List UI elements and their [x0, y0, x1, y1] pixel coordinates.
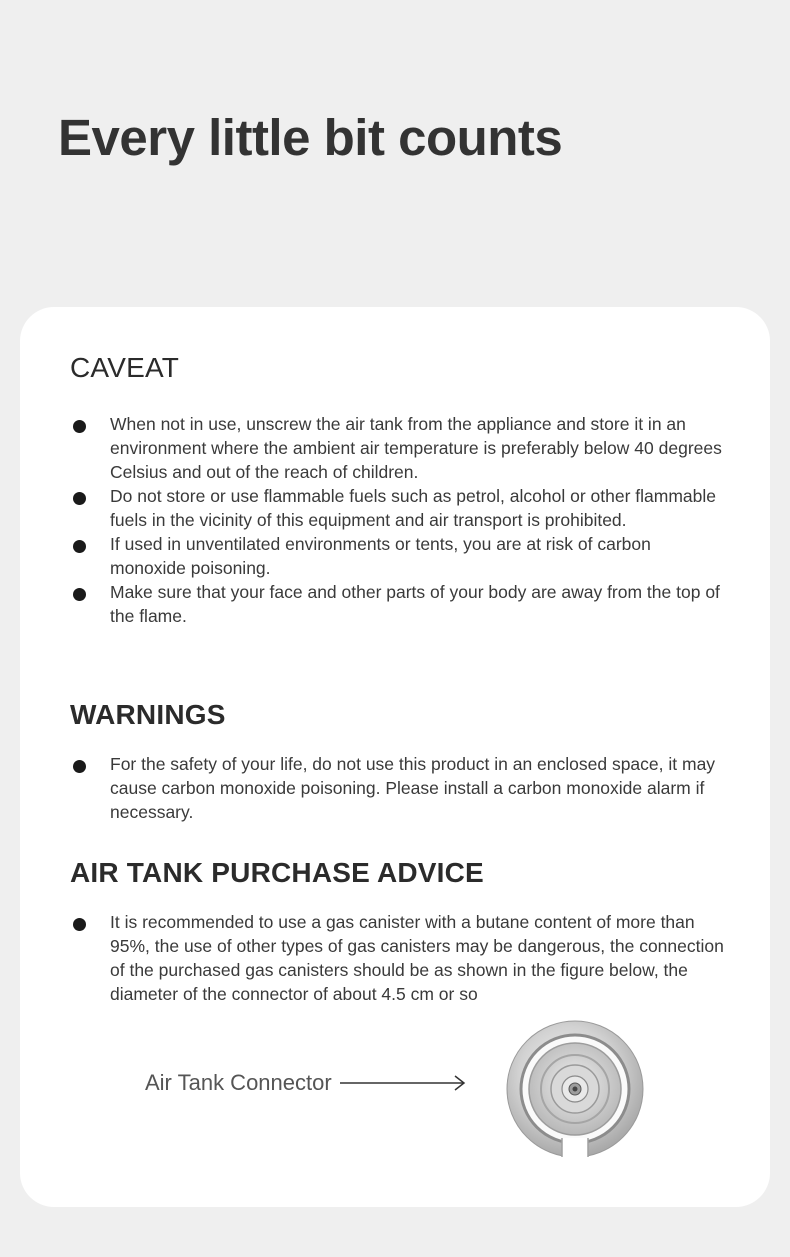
- caveat-list: [70, 412, 730, 628]
- list-item: [70, 580, 730, 628]
- caveat-item-text: When not in use, unscrew the air tank from the appliance and store it in an environment where the ambient air temperature is preferably below 40 degrees Celsius and out of the reach of children.: [110, 414, 722, 482]
- warnings-item-text: For the safety of your life, do not use this product in an enclosed space, it may cause carbon monoxide poisoning. Please install a carbon monoxide alarm if necessary.: [110, 754, 716, 822]
- list-item: [70, 910, 730, 1006]
- warnings-list: [70, 752, 730, 824]
- connector-label: Air Tank Connector: [145, 1070, 332, 1095]
- caveat-heading: CAVEAT: [70, 352, 180, 383]
- caveat-item-text: If used in unventilated environments or tents, you are at risk of carbon monoxide poisoning.: [110, 534, 651, 578]
- warnings-heading: WARNINGS: [70, 699, 226, 730]
- bullet-icon: [73, 540, 86, 553]
- advice-item-text: It is recommended to use a gas canister with a butane content of more than 95%, the use of other types of gas canisters may be dangerous, the connection of the purchased gas canisters should be as shown in the figure below, the diameter of the connector of about 4.5 cm or so: [110, 912, 724, 1004]
- advice-heading: AIR TANK PURCHASE ADVICE: [70, 857, 484, 888]
- list-item: [70, 752, 730, 824]
- bullet-icon: [73, 420, 86, 433]
- caveat-item-text: Do not store or use flammable fuels such as petrol, alcohol or other flammable fuels in the vicinity of this equipment and air transport is prohibited.: [110, 486, 716, 530]
- caveat-item-text: Make sure that your face and other parts of your body are away from the top of the flame.: [110, 582, 720, 626]
- bullet-icon: [73, 760, 86, 773]
- bullet-icon: [73, 918, 86, 931]
- arrow-right-icon: [338, 1075, 468, 1091]
- air-tank-connector-image: [504, 1020, 646, 1162]
- list-item: [70, 412, 730, 484]
- list-item: [70, 484, 730, 532]
- info-card: [20, 307, 770, 1207]
- advice-list: [70, 910, 730, 1006]
- connector-callout: [145, 1070, 468, 1096]
- bullet-icon: [73, 492, 86, 505]
- bullet-icon: [73, 588, 86, 601]
- page-title: Every little bit counts: [58, 109, 563, 166]
- list-item: [70, 532, 730, 580]
